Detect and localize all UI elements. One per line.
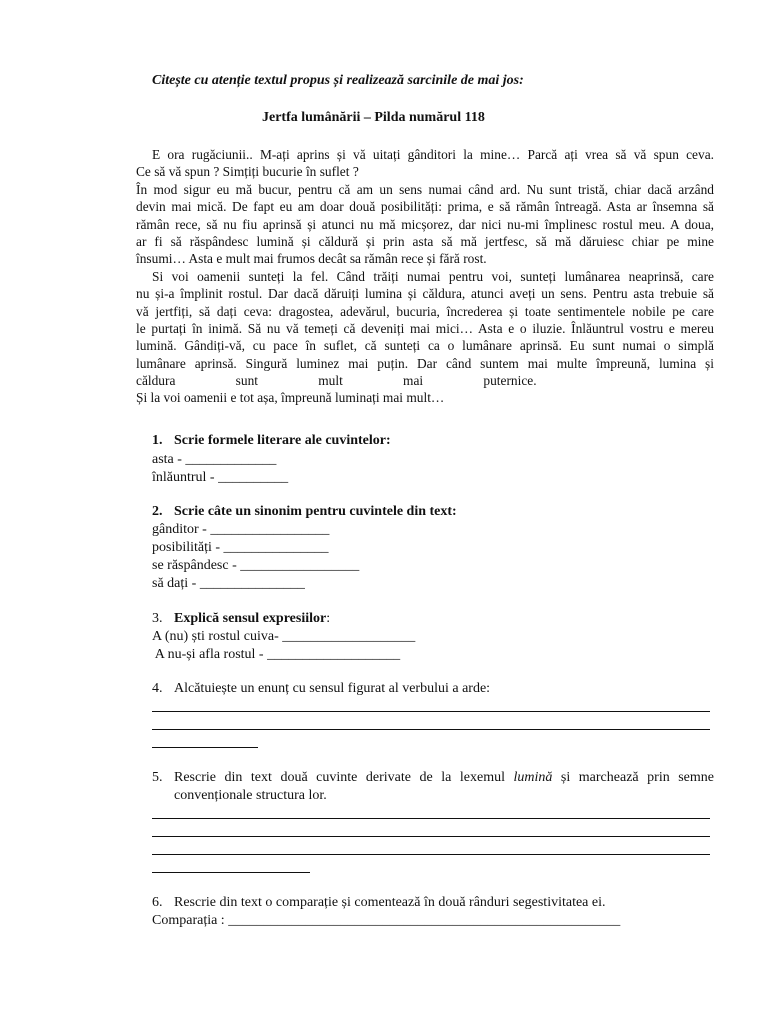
instruction: Citește cu atenție textul propus și realizează sarcinile de mai jos: xyxy=(152,73,524,88)
task-heading-text: Scrie câte un sinonim pentru cuvintele din text: xyxy=(174,504,457,519)
task-heading-colon: : xyxy=(326,611,331,626)
text-line: însumi… Asta e mult mai frumos decât sa rămân rece și fără rost. xyxy=(136,251,487,267)
task-text: Alcătuiește un enunț cu sensul figurat al verbului a arde: xyxy=(174,681,491,696)
answer-line[interactable]: se răspândesc - _________________ xyxy=(152,558,360,573)
task-2-heading xyxy=(152,503,457,521)
task-number: 6. xyxy=(152,895,163,910)
answer-rule[interactable] xyxy=(152,872,310,873)
answer-rule[interactable] xyxy=(152,729,710,730)
text-line: În mod sigur eu mă bucur, pentru că am un sens numai când ard. Nu sunt tristă, chiar dacă arzând xyxy=(136,181,714,197)
answer-line[interactable]: posibilități - _______________ xyxy=(152,540,329,555)
text-line: nu și-a împlinit rostul. Dar dacă dăruiți lumina și căldura, atunci aveți un sens. Pentru asta trebuie să xyxy=(136,286,714,302)
answer-rule[interactable] xyxy=(152,711,710,712)
text-line: E ora rugăciunii.. M-ați aprins și vă uitați gânditori la mine… Parcă ați vrea să vă spun ceva. xyxy=(152,147,714,162)
task-6-heading xyxy=(152,894,606,912)
task-heading-text: Explică sensul expresiilor xyxy=(174,611,327,626)
task-text: Rescrie din text o comparație și comentează în două rânduri segestivitatea ei. xyxy=(174,895,606,910)
task-text: Rescrie din text două cuvinte derivate de la lexemul xyxy=(174,770,514,785)
task-heading-text: Scrie formele literare ale cuvintelor: xyxy=(174,433,391,448)
text-line: Si voi oamenii sunteți la fel. Când trăiți numai pentru voi, sunteți lumânarea neaprinsă, care xyxy=(152,268,714,284)
task-number: 5. xyxy=(152,770,163,785)
answer-rule[interactable] xyxy=(152,854,710,855)
text-line: le purtați în inimă. Să nu vă temeți că deveniți mai mici… Asta e o iluzie. Înlăuntrul vostru e mereu xyxy=(136,320,714,336)
answer-line[interactable]: asta - _____________ xyxy=(152,452,277,467)
answer-line[interactable]: înlăuntrul - __________ xyxy=(152,470,289,485)
answer-line[interactable]: A nu-și afla rostul - ___________________ xyxy=(152,647,401,662)
text-line: vă jertfiți, să dați ceva: dragostea, adevărul, bucuria, încrederea și toate sentimentele nobile pe care xyxy=(136,303,714,319)
comparison-answer[interactable]: Comparația : ________________________________________________________ xyxy=(152,913,621,928)
answer-line[interactable]: gânditor - _________________ xyxy=(152,522,330,537)
task-number: 1. xyxy=(152,433,163,448)
task-number: 4. xyxy=(152,681,163,696)
text-line: lumină. Gândiți-vă, cu pace în suflet, că sunteți ca o lumânare aprinsă. Eu sunt numai o simplă xyxy=(136,338,714,354)
task-1-heading xyxy=(152,432,391,450)
answer-line[interactable]: A (nu) ști rostul cuiva- ___________________ xyxy=(152,629,416,644)
text-line: Ce să vă spun ? Simțiți bucurie în suflet ? xyxy=(136,164,359,180)
text-line: lumânare aprinsă. Singură luminez mai puțin. Dar când suntem mai multe împreună, lumina și xyxy=(136,355,714,371)
answer-line[interactable]: să dați - _______________ xyxy=(152,576,305,591)
task-number: 2. xyxy=(152,504,163,519)
story-text xyxy=(136,146,714,407)
text-line: rămân rece, să nu fiu aprinsă și atunci nu mă micșorez, dar nici nu-mi împlinesc rostul meu. A doua, xyxy=(136,216,714,232)
text-line: căldura sunt mult mai puternice. xyxy=(136,373,537,389)
task-text: și marchează prin semne xyxy=(552,770,714,785)
page-title: Jertfa lumânării – Pilda numărul 118 xyxy=(262,110,485,125)
task-3-heading xyxy=(152,610,330,628)
task-text-emphasis: lumină xyxy=(513,770,553,785)
task-5-heading xyxy=(152,769,714,787)
text-line: Și la voi oamenii e tot așa, împreună luminați mai mult… xyxy=(136,390,445,406)
task-text-line2: convenționale structura lor. xyxy=(174,788,327,803)
answer-rule[interactable] xyxy=(152,836,710,837)
answer-rule[interactable] xyxy=(152,747,258,748)
task-number: 3. xyxy=(152,611,163,626)
answer-rule[interactable] xyxy=(152,818,710,819)
text-line: devin mai mică. De fapt eu am doar două posibilități: prima, e să rămân întreagă. Asta ar însemna să xyxy=(136,199,714,215)
task-4-heading xyxy=(152,680,490,698)
text-line: ar fi să răspândesc lumină și căldură și prin asta să mă jertfesc, să mă dăruiesc chiar pe mine xyxy=(136,233,714,249)
